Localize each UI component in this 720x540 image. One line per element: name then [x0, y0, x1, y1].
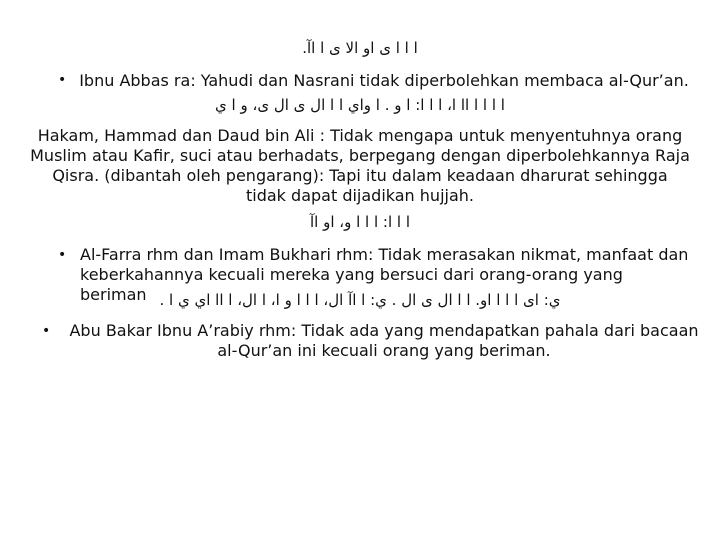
- bullet-text-3: Abu Bakar Ibnu A’rabiy rhm: Tidak ada yang mendapatkan pahala dari bacaan al-Qur’an ini kecuali orang yang beriman.: [69, 321, 699, 360]
- arabic-line-4: ي: اى ا ا ا او. ا ا ال ى ال . ي: ا اآ ال، ا ا ا و ا، ا ال، ا اا اي ي ا .: [159, 291, 561, 309]
- arabic-line-3: ا ا ا: ا ا ا و، او اآ: [309, 213, 411, 231]
- bullet-text-2: Al-Farra rhm dan Imam Bukhari rhm: Tidak merasakan nikmat, manfaat dan keberkahannya kecuali mereka yang bersuci dari orang-orang yang beriman: [80, 245, 689, 304]
- arabic-line-1: ا ا ا ى او الا ى ا اآ.: [302, 39, 418, 57]
- arabic-line-2: ا ا ا ا اا ا، ا ا ا: ا و . ا واي ا ا ال ى ال ى، و ا ي: [215, 96, 505, 114]
- bullet-dot-2: •: [58, 247, 67, 263]
- bullet-dot-1: •: [58, 72, 67, 88]
- bullet-text-1: Ibnu Abbas ra: Yahudi dan Nasrani tidak diperbolehkan membaca al-Qur’an.: [79, 71, 689, 90]
- bullet-dot-3: •: [42, 323, 51, 339]
- paragraph-hakam: Hakam, Hammad dan Daud bin Ali : Tidak mengapa untuk menyentuhnya orang Muslim atau Kafir, suci atau berhadats, berpegang dengan diperbolehkannya Raja Qisra. (dibantah oleh pengarang): Tapi itu dalam keadaan dharurat sehingga tidak dapat dijadikan hujjah.: [30, 126, 690, 205]
